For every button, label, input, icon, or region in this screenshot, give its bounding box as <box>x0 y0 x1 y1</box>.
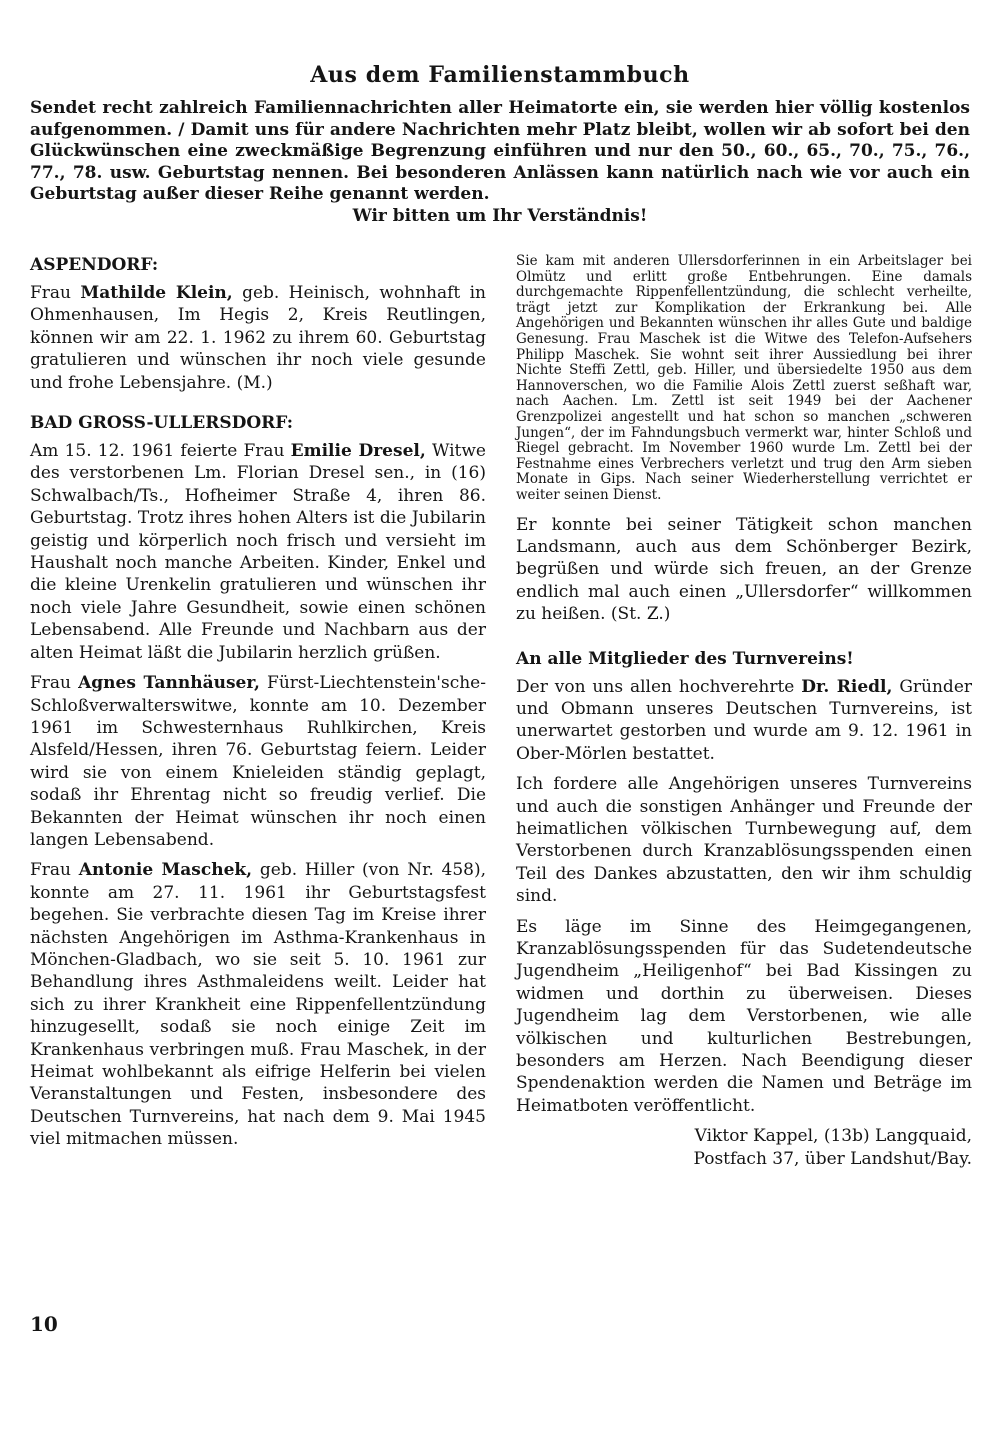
section-heading-aspendorf: ASPENDORF: <box>30 255 159 275</box>
signature-line-1: Viktor Kappel, (13b) Langquaid, <box>694 1126 972 1147</box>
right-column <box>516 254 972 1170</box>
page-title: Aus dem Familienstammbuch <box>310 62 690 88</box>
person-name: Agnes Tannhäuser, <box>78 673 260 694</box>
text: Fürst-Liechtenstein'sche-Schloßverwalterswitwe, konnte am 10. Dezember 1961 im Schwesternhaus Ruhlkirchen, Kreis Alsfeld/Hessen, ihren 76. Geburtstag feiern. Leider wird sie von einem Knieleiden ständig geplagt, sodaß ihr Ehrentag nicht so freudig verlief. Die Bekannten der Heimat wünschen ihr noch einen langen Lebensabend. <box>30 673 486 850</box>
section-heading-turnverein: An alle Mitglieder des Turnvereins! <box>516 648 854 669</box>
left-column <box>30 254 486 1159</box>
page-number: 10 <box>30 1312 58 1336</box>
ullersdorf-announcement-tannhaeuser <box>30 672 486 851</box>
ullersdorf-announcement-dresel <box>30 440 486 664</box>
intro-notice <box>30 98 970 227</box>
maschek-continuation: Sie kam mit anderen Ullersdorferinnen in ein Arbeitslager bei Olmütz und erlitt große Entbehrungen. Eine damals durchgemachte Rippenfellentzündung, die schlecht verheilte, trägt jetzt zur Komplikation der Erkrankung bei. Alle Angehörigen und Bekannten wünschen ihr alles Gute und baldige Genesung. Frau Maschek ist die Witwe des Telefon-Aufsehers Philipp Maschek. Sie wohnt seit ihrer Aussiedlung bei ihrer Nichte Steffi Zettl, geb. Hiller, und übersiedelte 1950 aus dem Hannoverschen, wo die Familie Alois Zettl zuerst seßhaft war, nach Aachen. Lm. Zettl ist seit 1949 bei der Aachener Grenzpolizei angestellt und hat schon so manchen „schweren Jungen“, der im Fahndungsbuch vermerkt war, hinter Schloß und Riegel gebracht. Im November 1960 wurde Lm. Zettl bei der Festnahme eines Verbrechers verletzt und trug den Arm sieben Monate in Gips. Nach seiner Wiederherstellung verrichtet er weiter seinen Dienst. <box>516 253 972 503</box>
intro-closing: Wir bitten um Ihr Verständnis! <box>352 205 648 226</box>
turnverein-appeal: Ich fordere alle Angehörigen unseres Turnvereins und auch die sonstigen Anhänger und Freunde der heimatlichen völkischen Turnbewegung auf, dem Verstorbenen durch Kranzablösungsspenden einen Teil des Dankes abzustatten, den wir ihm schuldig sind. <box>516 774 972 907</box>
text: Witwe des verstorbenen Lm. Florian Dresel sen., in (16) Schwalbach/Ts., Hofheimer Straße 4, ihren 86. Geburtstag. Trotz ihres hohen Alters ist die Jubilarin geistig und körperlich noch frisch und versieht im Haushalt noch manche Arbeiten. Kinder, Enkel und die kleine Urenkelin gratulieren und wünschen ihr noch viele Jahre Gesundheit, sowie einen schönen Lebensabend. Alle Freunde und Nachbarn aus der alten Heimat läßt die Jubilarin herzlich grüßen. <box>30 441 486 663</box>
person-name: Dr. Riedl, <box>801 676 893 697</box>
signature-line-2: Postfach 37, über Landshut/Bay. <box>693 1148 972 1169</box>
ullersdorf-announcement-maschek <box>30 859 486 1150</box>
person-name: Mathilde Klein, <box>80 283 233 303</box>
person-name: Emilie Dresel, <box>290 441 426 462</box>
text: Frau <box>30 673 79 694</box>
text: Gründer und Obmann unseres Deutschen Turnvereins, ist unerwartet gestorben und wurde am 9. 12. 1961 in Ober-Mörlen bestattet. <box>516 676 973 764</box>
intro-text: Sendet recht zahlreich Familiennachrichten aller Heimatorte ein, sie werden hier völlig kostenlos aufgenommen. / Damit uns für andere Nachrichten mehr Platz bleibt, wollen wir ab sofort bei den Glückwünschen eine zweckmäßige Begrenzung einführen und nur den 50., 60., 65., 70., 75., 76., 77., 78. usw. Geburtstag nennen. Bei besonderen Anlässen kann natürlich nach wie vor auch ein Geburtstag außer dieser Reihe genannt werden. <box>30 98 970 204</box>
zettl-paragraph: Er konnte bei seiner Tätigkeit schon manchen Landsmann, auch aus dem Schönberger Bezirk, begrüßen und würde sich freuen, an der Grenze endlich mal auch einen „Ullersdorfer“ willkommen zu heißen. (St. Z.) <box>516 514 972 625</box>
text: Der von uns allen hochverehrte <box>516 676 802 697</box>
turnverein-donation-info: Es läge im Sinne des Heimgegangenen, Kranzablösungsspenden für das Sudetendeutsche Jugendheim „Heiligenhof“ bei Bad Kissingen zu widmen und dorthin zu überweisen. Dieses Jugendheim lag dem Verstorbenen, wie alle völkischen und kulturlichen Bestrebungen, besonders am Herzen. Nach Beendigung dieser Spendenaktion werden die Namen und Beträge im Heimatboten veröffentlicht. <box>516 916 972 1116</box>
text: Frau <box>30 860 79 881</box>
signature <box>516 1125 972 1170</box>
person-name: Antonie Maschek, <box>78 860 253 881</box>
section-heading-ullersdorf: BAD GROSS-ULLERSDORF: <box>30 413 294 434</box>
aspendorf-announcement <box>30 282 486 394</box>
text: Frau <box>30 283 81 303</box>
turnverein-obituary <box>516 676 972 766</box>
text: Am 15. 12. 1961 feierte Frau <box>30 441 291 462</box>
text: geb. Hiller (von Nr. 458), konnte am 27. 11. 1961 ihr Geburtstagsfest begehen. Sie verbrachte diesen Tag im Kreise ihrer nächsten Angehörigen im Asthma-Krankenhaus in Mönchen-Gladbach, wo sie seit 5. 10. 1961 zur Behandlung ihres Asthmaleidens weilt. Leider hat sich zu ihrer Krankheit eine Rippenfellentzündung hinzugesellt, sodaß sie noch einige Zeit im Krankenhaus verbringen muß. Frau Maschek, in der Heimat wohlbekannt als eifrige Helferin bei vielen Veranstaltungen und Festen, insbesondere des Deutschen Turnvereins, hat nach dem 9. Mai 1945 viel mitmachen müssen. <box>30 860 487 1150</box>
text: geb. Heinisch, wohnhaft in Ohmenhausen, Im Hegis 2, Kreis Reutlingen, können wir am 22. 1. 1962 zu ihrem 60. Geburtstag gratulieren und wünschen ihr noch viele gesunde und frohe Lebensjahre. (M.) <box>30 283 486 393</box>
